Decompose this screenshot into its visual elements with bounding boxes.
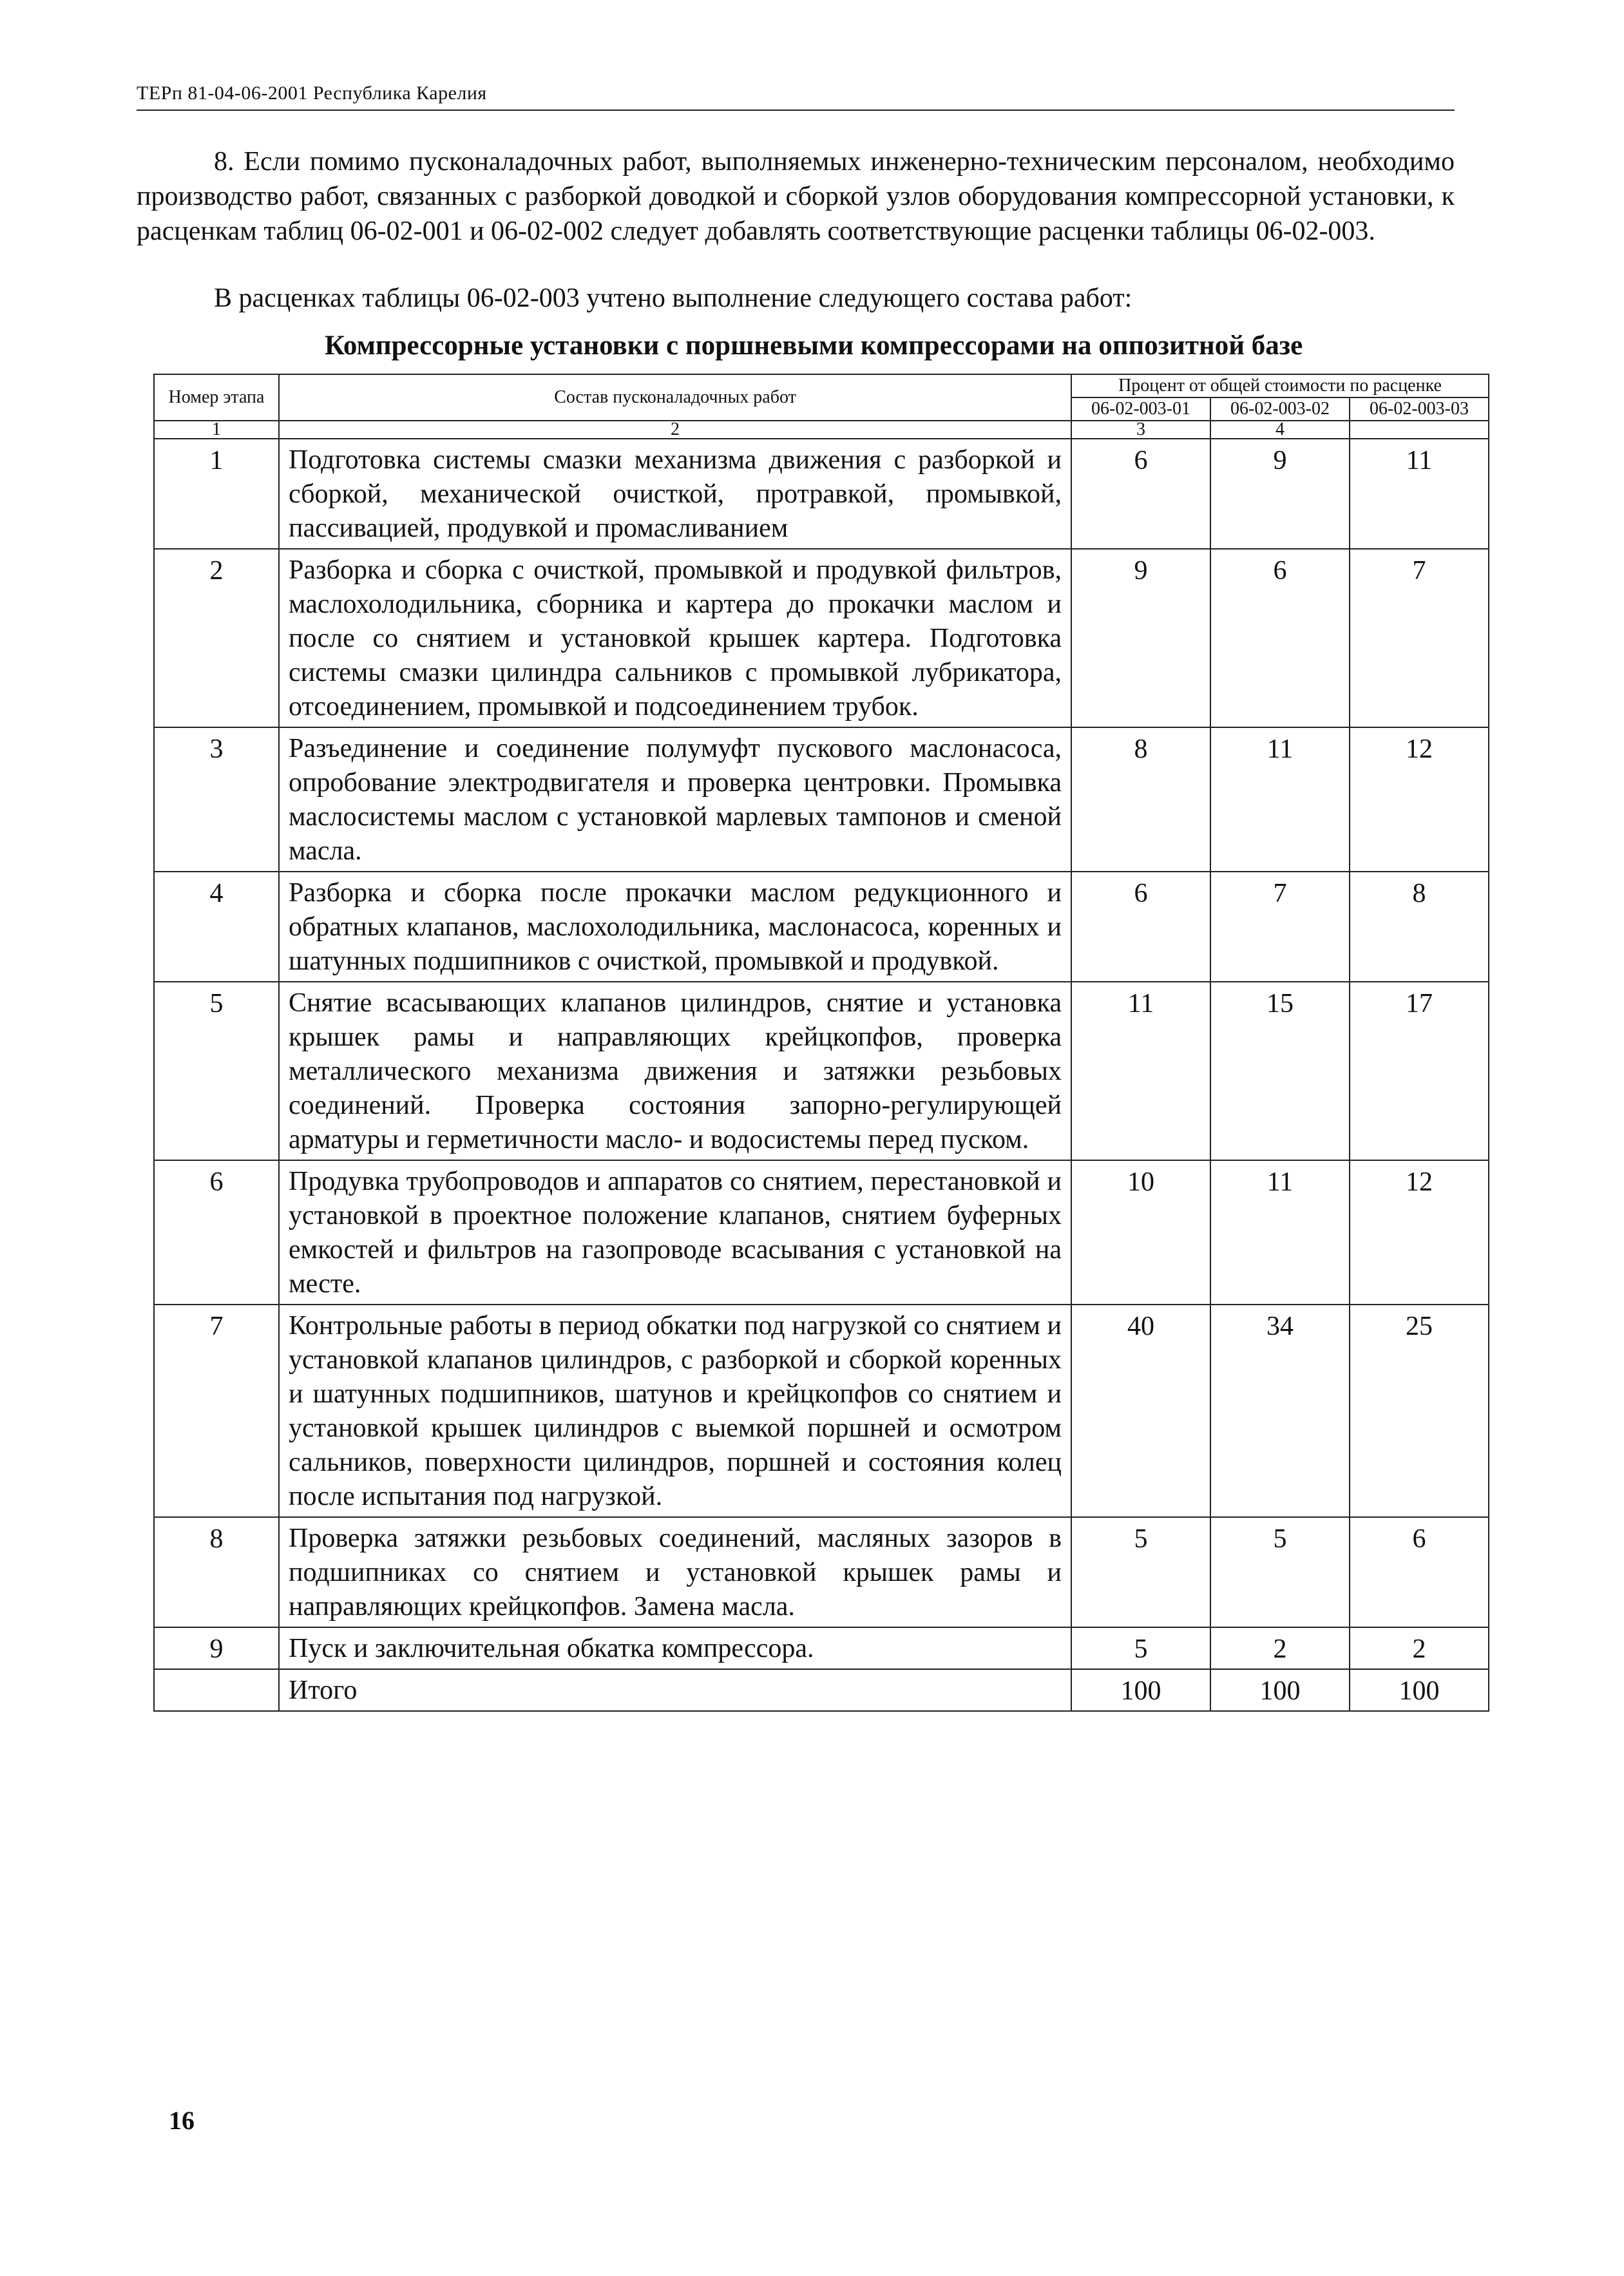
work-description-cell: Контрольные работы в период обкатки под нагрузкой со снятием и установкой клапанов цилиндров, с разборкой и сборкой коренных и шатунных подшипников, шатунов и крейцкопфов со снятием и установкой крышек цилиндров с выемкой поршней и осмотром сальников, поверхности цилиндров, поршней и состояния колец после испытания под нагрузкой. (279, 1305, 1071, 1517)
work-description-cell: Разъединение и соединение полумуфт пускового маслонасоса, опробование электродвигателя и проверка центровки. Промывка маслосистемы маслом с установкой марлевых тампонов и сменой масла. (279, 727, 1071, 872)
index-cell: 4 (1210, 421, 1350, 439)
index-cell (1350, 421, 1489, 439)
header-code-03: 06-02-003-03 (1350, 397, 1489, 421)
work-description-cell: Снятие всасывающих клапанов цилиндров, снятие и установка крышек рамы и направляющих крейцкопфов, проверка металлического механизма движения и затяжки резьбовых соединений. Проверка состояния запорно-регулирующей арматуры и герметичности масло- и водосистемы перед пуском. (279, 982, 1071, 1160)
table-row (154, 1160, 1489, 1305)
percent-02-cell: 11 (1210, 727, 1350, 872)
stage-number-cell: 5 (154, 982, 279, 1160)
paragraph-table-intro: В расценках таблицы 06-02-003 учтено выполнение следующего состава работ: (214, 283, 1132, 313)
page-number: 16 (169, 2106, 195, 2135)
table-index-row (154, 421, 1489, 439)
percent-01-cell: 9 (1071, 549, 1210, 727)
percent-02-cell: 15 (1210, 982, 1350, 1160)
work-composition-table (153, 374, 1489, 1712)
percent-01-cell: 10 (1071, 1160, 1210, 1305)
stage-number-cell: 3 (154, 727, 279, 872)
percent-01-cell: 11 (1071, 982, 1210, 1160)
table-row (154, 1669, 1489, 1711)
table-row (154, 1305, 1489, 1517)
percent-03-cell: 2 (1350, 1627, 1489, 1669)
table-row (154, 982, 1489, 1160)
percent-02-cell: 9 (1210, 439, 1350, 549)
percent-01-cell: 5 (1071, 1517, 1210, 1627)
stage-number-cell (154, 1669, 279, 1711)
stage-number-cell: 1 (154, 439, 279, 549)
percent-03-cell: 6 (1350, 1517, 1489, 1627)
percent-03-cell: 12 (1350, 727, 1489, 872)
percent-02-cell: 7 (1210, 872, 1350, 982)
percent-03-cell: 100 (1350, 1669, 1489, 1711)
percent-02-cell: 5 (1210, 1517, 1350, 1627)
work-description-cell: Разборка и сборка после прокачки маслом редукционного и обратных клапанов, маслохолодильника, маслонасоса, коренных и шатунных подшипников с очисткой, промывкой и продувкой. (279, 872, 1071, 982)
percent-01-cell: 6 (1071, 872, 1210, 982)
percent-01-cell: 8 (1071, 727, 1210, 872)
document-header: ТЕРп 81-04-06-2001 Республика Карелия (137, 82, 1455, 111)
percent-02-cell: 2 (1210, 1627, 1350, 1669)
work-description-cell: Проверка затяжки резьбовых соединений, масляных зазоров в подшипниках со снятием и установкой крышек рамы и направляющих крейцкопфов. Замена масла. (279, 1517, 1071, 1627)
index-cell: 1 (154, 421, 279, 439)
table-row (154, 1517, 1489, 1627)
work-description-cell: Итого (279, 1669, 1071, 1711)
work-description-cell: Продувка трубопроводов и аппаратов со снятием, перестановкой и установкой в проектное положение клапанов, снятием буферных емкостей и фильтров на газопроводе всасывания с установкой на месте. (279, 1160, 1071, 1305)
table-row (154, 727, 1489, 872)
percent-01-cell: 100 (1071, 1669, 1210, 1711)
table-row (154, 439, 1489, 549)
table-row (154, 872, 1489, 982)
work-description-cell: Подготовка системы смазки механизма движения с разборкой и сборкой, механической очисткой, протравкой, промывкой, пассивацией, продувкой и промасливанием (279, 439, 1071, 549)
table-row (154, 549, 1489, 727)
percent-02-cell: 6 (1210, 549, 1350, 727)
stage-number-cell: 4 (154, 872, 279, 982)
percent-03-cell: 12 (1350, 1160, 1489, 1305)
percent-02-cell: 11 (1210, 1160, 1350, 1305)
work-description-cell: Разборка и сборка с очисткой, промывкой и продувкой фильтров, маслохолодильника, сборника и картера до прокачки маслом и после со снятием и установкой крышек картера. Подготовка системы смазки цилиндра сальников с промывкой лубрикатора, отсоединением, промывкой и подсоединением трубок. (279, 549, 1071, 727)
percent-02-cell: 100 (1210, 1669, 1350, 1711)
stage-number-cell: 6 (154, 1160, 279, 1305)
stage-number-cell: 2 (154, 549, 279, 727)
header-code-01: 06-02-003-01 (1071, 397, 1210, 421)
table-body (154, 439, 1489, 1711)
table-title: Компрессорные установки с поршневыми компрессорами на оппозитной базе (324, 330, 1303, 361)
percent-01-cell: 40 (1071, 1305, 1210, 1517)
percent-01-cell: 5 (1071, 1627, 1210, 1669)
stage-number-cell: 8 (154, 1517, 279, 1627)
stage-number-cell: 7 (154, 1305, 279, 1517)
header-code-02: 06-02-003-02 (1210, 397, 1350, 421)
percent-03-cell: 7 (1350, 549, 1489, 727)
percent-03-cell: 11 (1350, 439, 1489, 549)
header-percent-group: Процент от общей стоимости по расценке (1071, 374, 1489, 397)
index-cell: 2 (279, 421, 1071, 439)
stage-number-cell: 9 (154, 1627, 279, 1669)
header-work-composition: Состав пусконаладочных работ (279, 374, 1071, 421)
index-cell: 3 (1071, 421, 1210, 439)
paragraph-8: 8. Если помимо пусконаладочных работ, выполняемых инженерно-техническим персоналом, необходимо производство работ, связанных с разборкой доводкой и сборкой узлов оборудования компрессорной установки, к расценкам таблиц 06-02-001 и 06-02-002 следует добавлять соответствующие расценки таблицы 06-02-003. (137, 147, 1455, 246)
percent-03-cell: 17 (1350, 982, 1489, 1160)
percent-02-cell: 34 (1210, 1305, 1350, 1517)
percent-01-cell: 6 (1071, 439, 1210, 549)
work-description-cell: Пуск и заключительная обкатка компрессора. (279, 1627, 1071, 1669)
percent-03-cell: 8 (1350, 872, 1489, 982)
header-stage-number: Номер этапа (154, 374, 279, 421)
table-row (154, 1627, 1489, 1669)
percent-03-cell: 25 (1350, 1305, 1489, 1517)
table-header-row (154, 374, 1489, 397)
